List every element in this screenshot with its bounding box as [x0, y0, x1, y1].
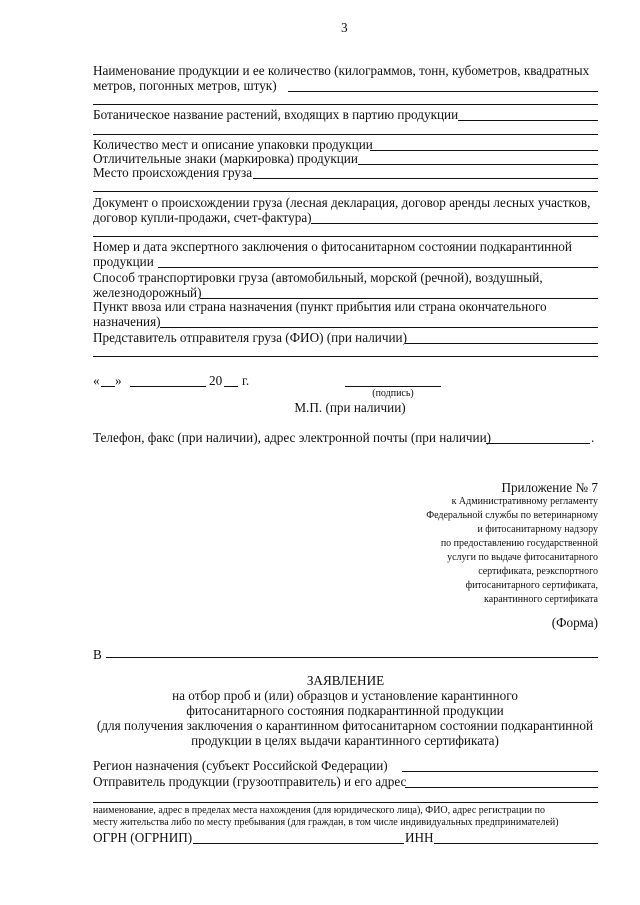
ogrn-field[interactable] [193, 843, 404, 844]
product-name-field-extra[interactable] [93, 104, 598, 105]
date-day-field[interactable] [101, 386, 115, 387]
expert-field[interactable] [158, 267, 598, 268]
document-field[interactable] [311, 223, 598, 224]
appendix-line: Федеральной службы по ветеринарному [426, 510, 598, 521]
date-quote-close: » [115, 373, 122, 388]
origin-field[interactable] [253, 178, 598, 179]
botanical-field[interactable] [458, 120, 598, 121]
appendix-line: услуги по выдаче фитосанитарного [447, 552, 598, 563]
signature-caption: (подпись) [372, 388, 414, 399]
appendix-title: Приложение № 7 [501, 480, 598, 495]
entry-field[interactable] [160, 327, 598, 328]
product-name-field[interactable] [288, 91, 598, 92]
date-month-field[interactable] [130, 386, 206, 387]
marks-label: Отличительные знаки (маркировка) продукции [93, 151, 358, 166]
origin-field-extra[interactable] [93, 191, 598, 192]
appendix-line: к Административному регламенту [451, 496, 598, 507]
botanical-label: Ботаническое название растений, входящих в партию продукции [93, 107, 459, 122]
representative-field-extra[interactable] [93, 356, 598, 357]
contacts-end: . [591, 430, 595, 445]
document-label-line1: Документ о происхождении груза (лесная декларация, договор аренды лесных участков, [93, 195, 591, 210]
application-heading: ЗАЯВЛЕНИЕ [306, 673, 385, 688]
sender-label: Отправитель продукции (грузоотправитель) и его адрес [93, 774, 407, 789]
region-label: Регион назначения (субъект Российской Федерации) [93, 758, 388, 773]
page-number: 3 [341, 20, 348, 35]
inn-label: ИНН [405, 830, 434, 845]
appendix-line: карантинного сертификата [484, 594, 598, 605]
contacts-field[interactable] [486, 443, 590, 444]
product-name-label-line1: Наименование продукции и ее количество (килограммов, тонн, кубометров, квадратных [93, 63, 590, 78]
appendix-line: сертификата, реэкспортного [478, 566, 598, 577]
transport-label-line1: Способ транспортировки груза (автомобильный, морской (речной), воздушный, [93, 270, 543, 285]
addressee-label: В [93, 647, 102, 662]
application-subtitle-line: на отбор проб и (или) образцов и установление карантинного [172, 688, 518, 703]
appendix-line: по предоставлению государственной [440, 538, 598, 549]
sender-note-line2: месту жительства либо по месту пребывания (для граждан, в том числе индивидуальных предпринимателей) [93, 817, 559, 828]
expert-label-line1: Номер и дата экспертного заключения о фитосанитарном состоянии подкарантинной [93, 239, 572, 254]
application-subtitle-line: (для получения заключения о карантинном фитосанитарном состоянии подкарантинной [96, 718, 594, 733]
seal-label: М.П. (при наличии) [294, 400, 406, 415]
sender-note-line1: наименование, адрес в пределах места нахождения (для юридического лица), ФИО, адрес регистрации по [93, 805, 545, 816]
places-label: Количество мест и описание упаковки продукции [93, 137, 373, 152]
date-year-suffix: г. [242, 373, 250, 388]
addressee-field[interactable] [106, 657, 598, 658]
date-year-field[interactable] [224, 386, 238, 387]
contacts-label: Телефон, факс (при наличии), адрес электронной почты (при наличии) [93, 430, 492, 445]
date-quote-open: « [93, 373, 100, 388]
form-label: (Форма) [551, 615, 598, 630]
transport-label-line2: железнодорожный) [93, 285, 202, 300]
application-subtitle-line: продукции в целях выдачи карантинного сертификата) [191, 733, 499, 748]
document-label-line2: договор купли-продажи, счет-фактура) [93, 210, 312, 225]
sender-field[interactable] [405, 787, 598, 788]
document-field-extra[interactable] [93, 236, 598, 237]
region-field[interactable] [402, 771, 598, 772]
expert-label-line2: продукции [93, 254, 154, 269]
sender-field-extra[interactable] [93, 802, 598, 803]
places-field[interactable] [370, 150, 598, 151]
date-year-prefix: 20 [209, 373, 223, 388]
signature-field[interactable] [345, 386, 441, 387]
ogrn-label: ОГРН (ОГРНИП) [93, 830, 193, 845]
entry-label-line1: Пункт ввоза или страна назначения (пункт прибытия или страна окончательного [93, 299, 547, 314]
entry-label-line2: назначения) [93, 314, 161, 329]
appendix-line: фитосанитарного сертификата, [465, 580, 598, 591]
application-subtitle-line: фитосанитарного состояния подкарантинной продукции [186, 703, 504, 718]
representative-label: Представитель отправителя груза (ФИО) (при наличии) [93, 330, 407, 345]
marks-field[interactable] [358, 164, 598, 165]
inn-field[interactable] [434, 843, 598, 844]
representative-field[interactable] [405, 343, 598, 344]
product-name-label-line2: метров, погонных метров, штук) [93, 78, 277, 93]
botanical-field-extra[interactable] [93, 134, 598, 135]
origin-label: Место происхождения груза [93, 165, 253, 180]
appendix-line: и фитосанитарному надзору [477, 524, 598, 535]
